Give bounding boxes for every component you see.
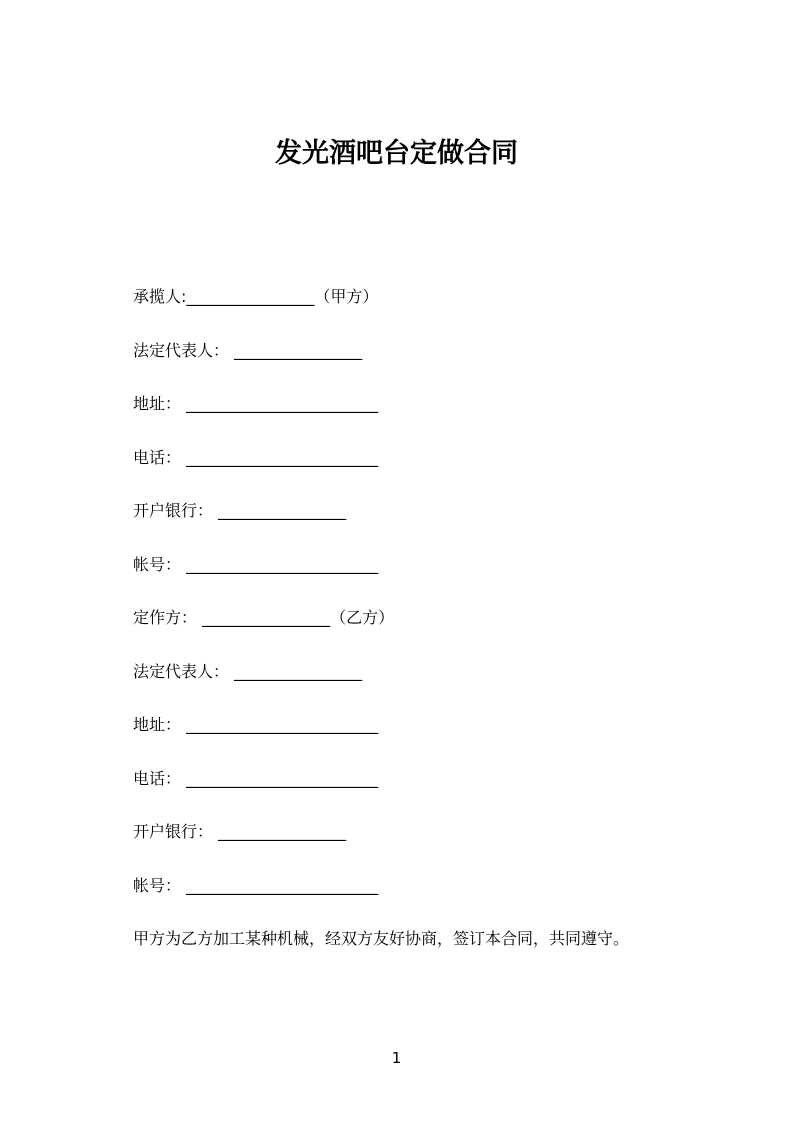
field-blank-line: ________________________ xyxy=(181,875,379,895)
field-blank-line: ________________ xyxy=(229,340,363,360)
field-label: 法定代表人： xyxy=(133,340,230,360)
field-label: 开户银行： xyxy=(133,822,214,841)
field-suffix: （乙方） xyxy=(330,608,395,627)
field-blank-line: ________________________ xyxy=(181,554,379,574)
field-label: 定作方： xyxy=(133,608,198,627)
field-address-a xyxy=(133,393,673,414)
field-blank-line: ________________________ xyxy=(181,715,379,734)
field-label: 帐号： xyxy=(133,875,182,895)
field-blank-line: ________________ xyxy=(197,608,331,627)
field-label: 开户银行： xyxy=(133,501,214,520)
field-bank-b xyxy=(133,821,673,842)
field-account-b xyxy=(133,875,673,896)
field-blank-line: ________________________ xyxy=(181,394,379,413)
field-phone-b xyxy=(133,768,673,789)
field-label: 电话： xyxy=(133,447,182,467)
field-label: 地址： xyxy=(133,394,182,413)
field-blank-line: ________________ xyxy=(213,822,347,841)
field-phone-a xyxy=(133,447,673,468)
contract-body xyxy=(133,286,673,949)
field-legal-rep-b xyxy=(133,661,673,682)
page-number: 1 xyxy=(391,1049,402,1067)
field-label: 帐号： xyxy=(133,554,182,574)
field-blank-line: ________________ xyxy=(186,287,315,306)
field-label: 电话： xyxy=(133,768,182,788)
contract-title: 发光酒吧台定做合同 xyxy=(275,138,518,169)
field-blank-line: ________________________ xyxy=(181,447,379,467)
field-suffix: （甲方） xyxy=(314,287,379,306)
field-label: 法定代表人： xyxy=(133,661,230,681)
field-contractor xyxy=(133,286,673,307)
field-orderer xyxy=(133,607,673,628)
field-legal-rep-a xyxy=(133,340,673,361)
field-address-b xyxy=(133,714,673,735)
field-bank-a xyxy=(133,500,673,521)
field-account-a xyxy=(133,554,673,575)
field-label: 承揽人: xyxy=(133,287,187,306)
field-label: 地址： xyxy=(133,715,182,734)
field-blank-line: ________________ xyxy=(229,661,363,681)
field-blank-line: ________________________ xyxy=(181,768,379,788)
field-blank-line: ________________ xyxy=(213,501,347,520)
intro-paragraph: 甲方为乙方加工某种机械，经双方友好协商，签订本合同，共同遵守。 xyxy=(133,929,630,948)
